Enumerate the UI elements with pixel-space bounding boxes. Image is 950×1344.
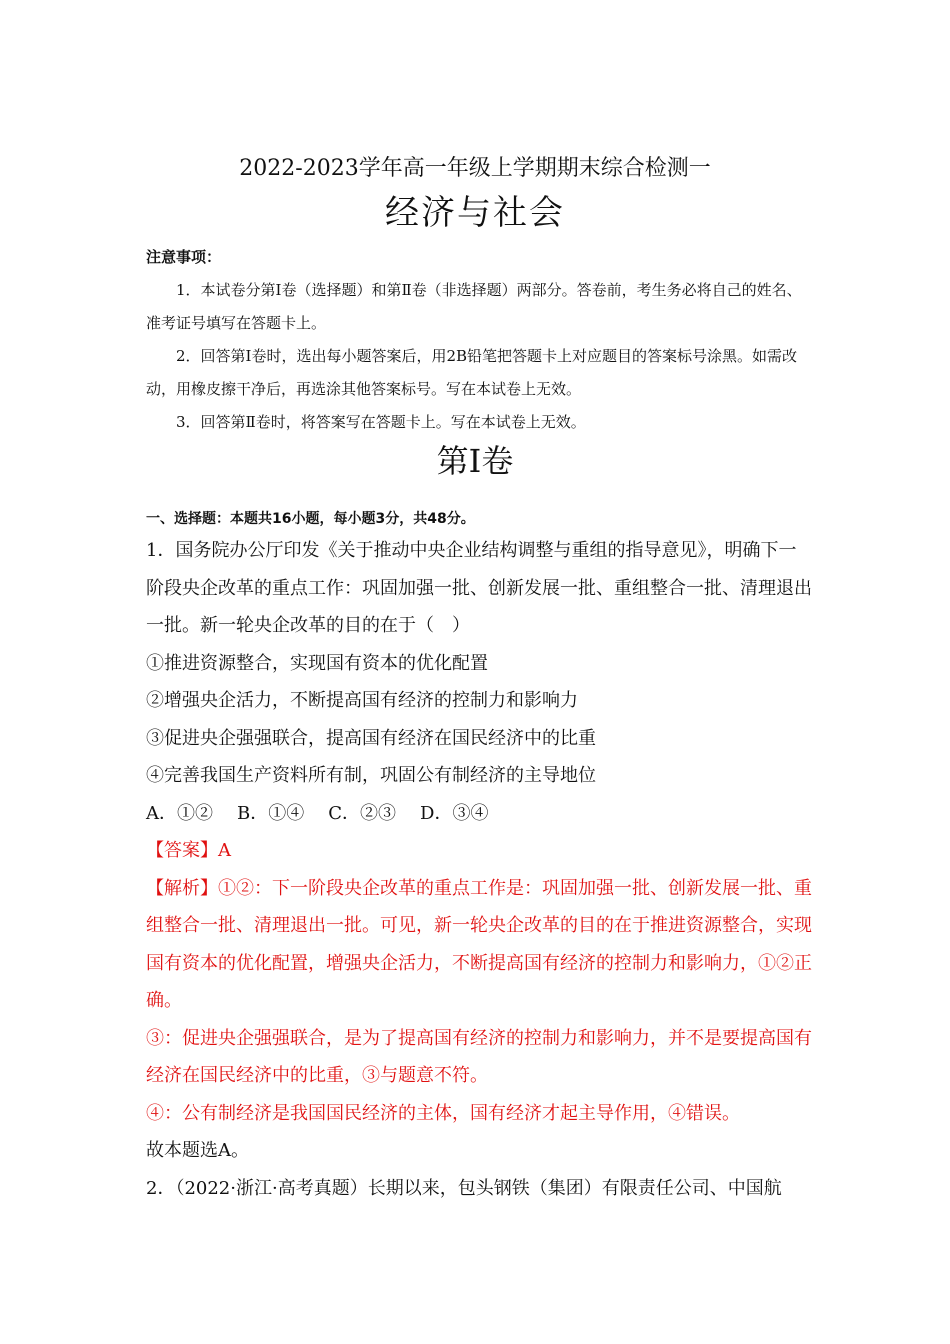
option-c: C．②③ bbox=[328, 802, 397, 824]
analysis bbox=[146, 870, 814, 1020]
question-2-stem: 2．（2022·浙江·高考真题）长期以来，包头钢铁（集团）有限责任公司、中国航 bbox=[146, 1177, 782, 1199]
analysis-paragraph: ③：促进央企强强联合，是为了提高国有经济的控制力和影响力，并不是要提高国有经济在国民经济中的比重，③与题意不符。 bbox=[146, 1027, 812, 1086]
answer-options bbox=[146, 795, 814, 833]
instruction-item: 1．本试卷分第Ⅰ卷（选择题）和第Ⅱ卷（非选择题）两部分。答卷前，考生务必将自己的姓名、准考证号填写在答题卡上。 bbox=[146, 281, 802, 332]
statement: ④完善我国生产资料所有制，巩固公有制经济的主导地位 bbox=[146, 765, 596, 786]
statement: ③促进央企强强联合，提高国有经济在国民经济中的比重 bbox=[146, 727, 596, 749]
question-1 bbox=[146, 532, 814, 1207]
instruction-item: 2．回答第Ⅰ卷时，选出每小题答案后，用2B铅笔把答题卡上对应题目的答案标号涂黑。如需改动，用橡皮擦干净后，再选涂其他答案标号。写在本试卷上无效。 bbox=[146, 347, 798, 398]
option-d: D．③④ bbox=[420, 802, 489, 824]
exam-title: 2022-2023学年高一年级上学期期末综合检测一 bbox=[239, 156, 711, 181]
option-a: A．①② bbox=[146, 802, 213, 824]
instructions-heading: 注意事项： bbox=[146, 248, 222, 266]
part-heading: 一、选择题：本题共16小题，每小题3分，共48分。 bbox=[146, 511, 475, 527]
questions bbox=[146, 506, 814, 1207]
instructions bbox=[146, 241, 814, 439]
question-stem: 1．国务院办公厅印发《关于推动中央企业结构调整与重组的指导意见》，明确下一阶段央企改革的重点工作：巩固加强一批、创新发展一批、重组整合一批、清理退出一批。新一轮央企改革的目的在于（ ） bbox=[146, 540, 812, 636]
statement: ②增强央企活力，不断提高国有经济的控制力和影响力 bbox=[146, 690, 578, 711]
analysis-text: ①②：下一阶段央企改革的重点工作是：巩固加强一批、创新发展一批、重组整合一批、清理退出一批。可见，新一轮央企改革的目的在于推进资源整合，实现国有资本的优化配置，增强央企活力，不断提高国有经济的控制力和影响力，①②正确。 bbox=[146, 877, 812, 1011]
conclusion: 故本题选A。 bbox=[146, 1140, 249, 1161]
answer: 【答案】A bbox=[146, 840, 231, 861]
analysis-label: 【解析】 bbox=[146, 877, 218, 899]
instruction-item: 3．回答第Ⅱ卷时，将答案写在答题卡上。写在本试卷上无效。 bbox=[176, 413, 586, 431]
section-title: 第Ⅰ卷 bbox=[436, 442, 514, 480]
option-b: B．①④ bbox=[237, 802, 305, 824]
exam-subject: 经济与社会 bbox=[385, 193, 565, 233]
analysis-paragraph: ④：公有制经济是我国国民经济的主体，国有经济才起主导作用，④错误。 bbox=[146, 1102, 740, 1124]
statement: ①推进资源整合，实现国有资本的优化配置 bbox=[146, 652, 488, 674]
